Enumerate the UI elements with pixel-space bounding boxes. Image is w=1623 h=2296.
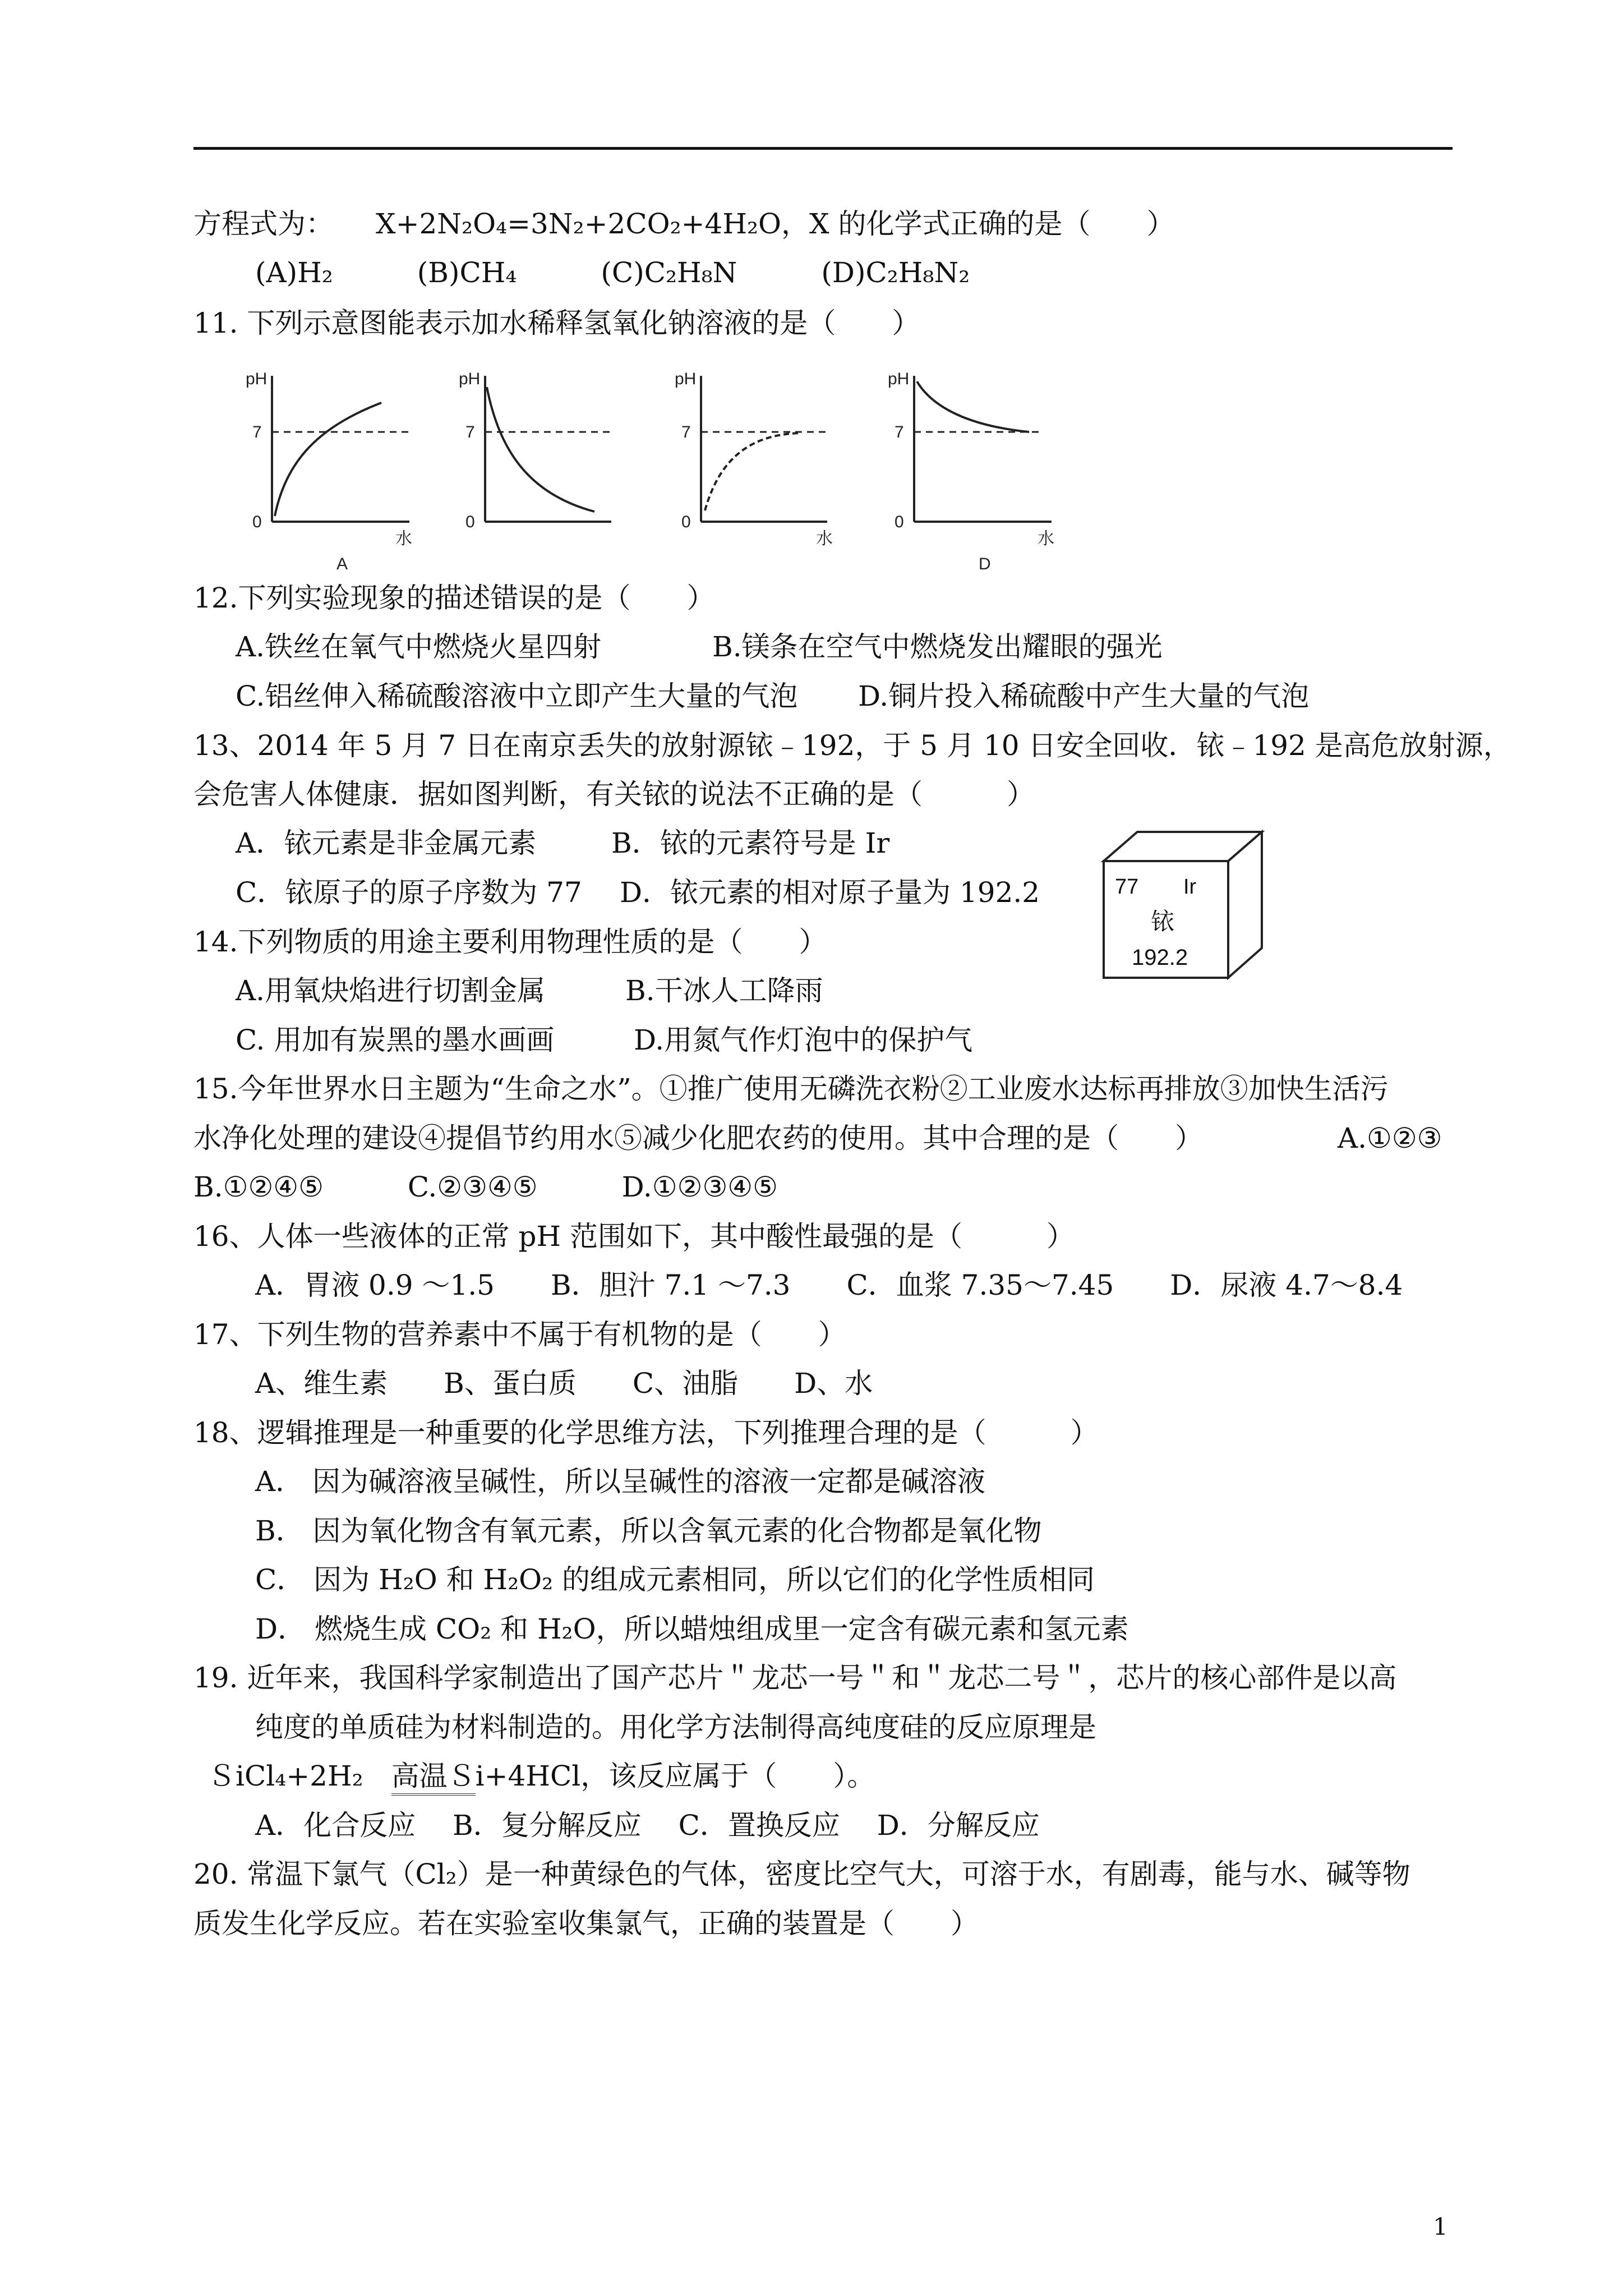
q19-eq-right: i+4HCl，该反应属于（ ）。 <box>475 1760 875 1792</box>
q12-stem: 12.下列实验现象的描述错误的是（ ） <box>193 582 715 614</box>
q14-option-c: C. 用加有炭黑的墨水画画 <box>236 1024 555 1056</box>
q15-stem-2: 水净化处理的建设④提倡节约用水⑤减少化肥农药的使用。其中合理的是（ ） <box>193 1122 1203 1154</box>
q15-stem-1: 15.今年世界水日主题为“生命之水”。①推广使用无磷洗衣粉②工业废水达标再排放③加快生活污 <box>193 1073 1389 1105</box>
q13-stem-1: 13、2014 年 5 月 7 日在南京丢失的放射源铱﹣192，于 5 月 10 日安全回收．铱﹣192 是高危放射源， <box>193 729 1511 762</box>
q18-stem: 18、逻辑推理是一种重要的化学思维方法，下列推理合理的是（ ） <box>193 1416 1099 1449</box>
q12-option-d: D.铜片投入稀硫酸中产生大量的气泡 <box>858 680 1310 712</box>
q19-stem-1: 19. 近年来，我国科学家制造出了国产芯片＂龙芯一号＂和＂龙芯二号＂，芯片的核心部件是以高 <box>193 1662 1397 1694</box>
graph-c-origin: 0 <box>681 513 691 531</box>
q19-eq-left: ＳiCl₄+2H₂ <box>208 1760 363 1792</box>
q19-equation <box>208 1759 875 1793</box>
graph-c-tick7: 7 <box>681 423 691 441</box>
q20-stem-1: 20. 常温下氯气（Cl₂）是一种黄绿色的气体，密度比空气大，可溶于水，有剧毒，能与水、碱等物 <box>193 1858 1410 1890</box>
q19-stem-2: 纯度的单质硅为材料制造的。用化学方法制得高纯度硅的反应原理是 <box>255 1711 1096 1743</box>
q13-option-d: D．铱元素的相对原子量为 192.2 <box>620 876 1040 909</box>
iridium-element-card <box>1099 827 1265 982</box>
graph-a-xlabel: 水 <box>395 530 412 548</box>
q13-option-c: C．铱原子的原子序数为 77 <box>236 876 582 909</box>
q16-stem: 16、人体一些液体的正常 pH 范围如下，其中酸性最强的是（ ） <box>193 1220 1075 1253</box>
element-name: 铱 <box>1151 908 1175 935</box>
q13-option-b: B．铱的元素符号是 Ir <box>611 827 890 859</box>
graph-b-ylabel: pH <box>459 370 481 388</box>
q11-graph-d <box>866 359 1136 572</box>
q19-options: A．化合反应 B．复分解反应 C．置换反应 D．分解反应 <box>255 1809 1040 1842</box>
q18-option-a: A． 因为碱溶液呈碱性，所以呈碱性的溶液一定都是碱溶液 <box>255 1465 986 1498</box>
q18-option-d: D． 燃烧生成 CO₂ 和 H₂O，所以蜡烛组成里一定含有碳元素和氢元素 <box>255 1613 1129 1645</box>
page-number: 1 <box>1433 2213 1448 2240</box>
q19-eq-condition: 高温Ｓ <box>391 1760 476 1796</box>
graph-a-origin: 0 <box>252 513 262 531</box>
graph-b-tick7: 7 <box>465 423 475 441</box>
q20-stem-2: 质发生化学反应。若在实验室收集氯气，正确的装置是（ ） <box>193 1907 979 1940</box>
graph-d-ylabel: pH <box>888 370 910 388</box>
q12-option-a: A.铁丝在氧气中燃烧火星四射 <box>236 631 602 663</box>
graph-c-ylabel: pH <box>675 370 697 388</box>
graph-a-label: A <box>336 555 348 573</box>
q17-options: A、维生素 B、蛋白质 C、油脂 D、水 <box>255 1367 873 1400</box>
element-mass: 192.2 <box>1132 945 1188 970</box>
graph-d-xlabel: 水 <box>1038 530 1054 548</box>
header-rule <box>193 147 1453 150</box>
q17-stem: 17、下列生物的营养素中不属于有机物的是（ ） <box>193 1318 846 1351</box>
graph-d-origin: 0 <box>895 513 904 531</box>
q14-option-b: B.干冰人工降雨 <box>625 974 823 1007</box>
q10-equation-line: 方程式为： X+2N₂O₄=3N₂+2CO₂+4H₂O，X 的化学式正确的是（ ） <box>193 208 1175 240</box>
q12-option-b: B.镁条在空气中燃烧发出耀眼的强光 <box>712 631 1163 663</box>
graph-c-xlabel: 水 <box>816 530 833 548</box>
q15-option-a: A.①②③ <box>1338 1122 1442 1154</box>
q14-stem: 14.下列物质的用途主要利用物理性质的是（ ） <box>193 926 827 958</box>
graph-b-origin: 0 <box>465 513 475 531</box>
graph-d-label: D <box>979 555 991 573</box>
element-number: 77 <box>1115 875 1139 899</box>
q13-option-a: A．铱元素是非金属元素 <box>236 827 537 859</box>
element-symbol: Ir <box>1183 875 1197 899</box>
q16-options: A．胃液 0.9 ～1.5 B．胆汁 7.1 ～7.3 C．血浆 7.35～7.45 D．尿液 4.7～8.4 <box>255 1269 1403 1301</box>
q15-options-bcd: B.①②④⑤ C.②③④⑤ D.①②③④⑤ <box>193 1171 778 1203</box>
q13-stem-2: 会危害人体健康．据如图判断，有关铱的说法不正确的是（ ） <box>193 778 1035 811</box>
q14-option-d: D.用氮气作灯泡中的保护气 <box>634 1024 973 1056</box>
q18-option-c: C． 因为 H₂O 和 H₂O₂ 的组成元素相同，所以它们的化学性质相同 <box>255 1563 1095 1596</box>
graph-d-tick7: 7 <box>895 423 904 441</box>
q18-option-b: B． 因为氧化物含有氧元素，所以含氧元素的化合物都是氧化物 <box>255 1515 1042 1547</box>
graph-a-ylabel: pH <box>246 370 268 388</box>
q10-options: (A)H₂ (B)CH₄ (C)C₂H₈N (D)C₂H₈N₂ <box>255 256 970 289</box>
q11-stem: 11. 下列示意图能表示加水稀释氢氧化钠溶液的是（ ） <box>193 307 920 339</box>
q12-option-c: C.铝丝伸入稀硫酸溶液中立即产生大量的气泡 <box>236 680 798 712</box>
graph-a-tick7: 7 <box>252 423 262 441</box>
q14-option-a: A.用氧炔焰进行切割金属 <box>236 974 546 1007</box>
